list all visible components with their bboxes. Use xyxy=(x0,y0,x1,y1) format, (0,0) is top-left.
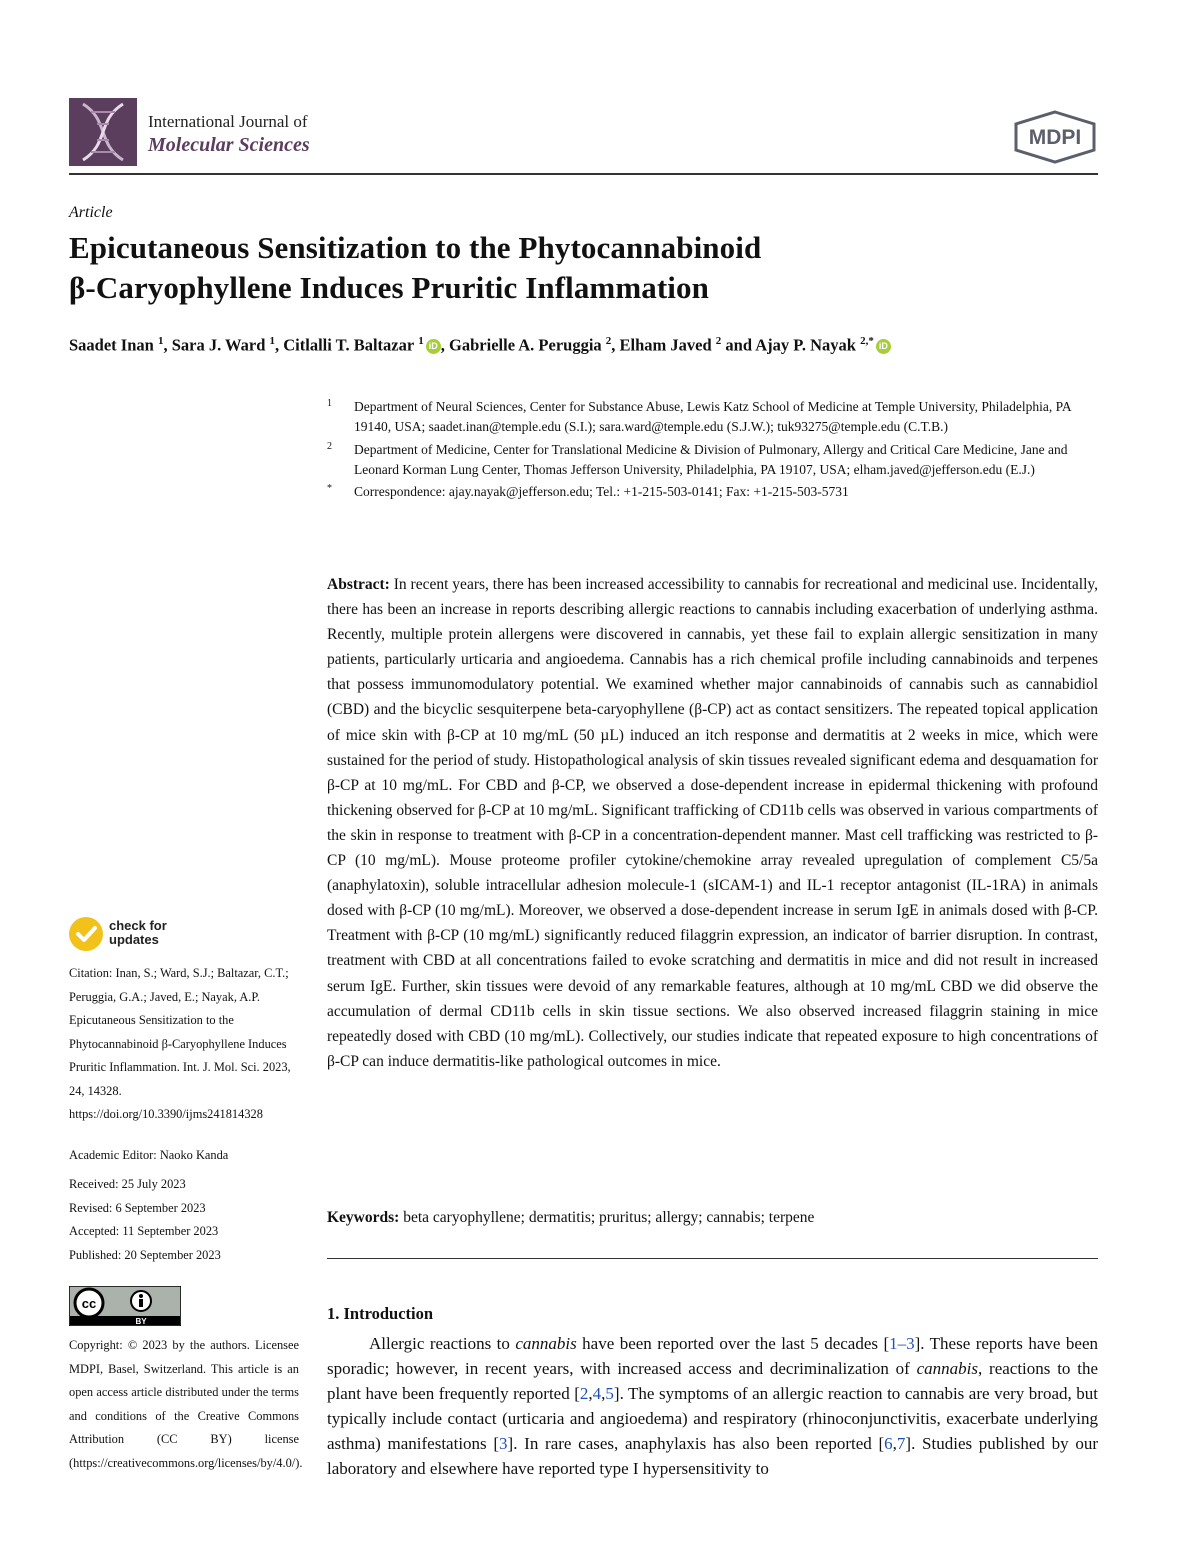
reference-link[interactable]: 2 xyxy=(579,1384,589,1403)
title-line-1: Epicutaneous Sensitization to the Phytocannabinoid xyxy=(69,230,762,265)
section-divider xyxy=(327,1258,1098,1259)
publication-dates xyxy=(69,1173,221,1267)
dna-helix-icon xyxy=(69,98,137,166)
publisher-name: MDPI xyxy=(1028,126,1082,149)
italic-term: cannabis xyxy=(916,1359,978,1378)
text-run: ]. The symptoms of an allergic reaction to cannabis are very broad, but typically include contact (urticaria and angioedema) and respiratory (rhinoconjunctivitis, exacerbate underlying asthma) manifestations [ xyxy=(327,1384,1098,1453)
keywords xyxy=(327,1206,1098,1230)
text-run: ]. These reports have been sporadic; however, in recent years, with increased access and decriminalization of xyxy=(327,1334,1099,1378)
date-revised: Revised: 6 September 2023 xyxy=(69,1200,206,1215)
cc-icon: cc xyxy=(81,1296,97,1311)
author-separator: , xyxy=(163,335,172,355)
citation-sidebar xyxy=(69,962,299,1167)
author-separator: , xyxy=(440,335,450,355)
affiliation-item xyxy=(327,440,1102,481)
article-type: Article xyxy=(69,204,113,221)
author-affil-number: 2 xyxy=(715,335,722,347)
author-list xyxy=(69,330,891,357)
affiliations xyxy=(327,397,1102,504)
keywords-text: beta caryophyllene; dermatitis; pruritus; allergy; cannabis; terpene xyxy=(403,1209,815,1226)
header-divider xyxy=(69,173,1098,175)
author-separator: , xyxy=(275,335,284,355)
italic-term: cannabis xyxy=(515,1334,577,1353)
text-run: ]. In rare cases, anaphylaxis has also been reported [ xyxy=(507,1434,885,1453)
check-line-1: check for xyxy=(109,918,167,933)
affiliation-item xyxy=(327,397,1102,438)
mdpi-logo xyxy=(1012,110,1098,164)
date-accepted: Accepted: 11 September 2023 xyxy=(69,1224,219,1238)
affiliation-text: Correspondence: ajay.nayak@jefferson.edu; Tel.: +1-215-503-0141; Fax: +1-215-503-5731 xyxy=(354,484,849,500)
citation: Citation: Inan, S.; Ward, S.J.; Baltazar, C.T.; Peruggia, G.A.; Javed, E.; Nayak, A.P. Epicutaneous Sensitization to the Phytocannabinoid β-Caryophyllene Induces Pruritic Inflammation. Int. J. Mol. Sci. 2023, 24, 14328. https://doi.org/10.3390/ijms241814328 xyxy=(69,966,291,1121)
date-received: Received: 25 July 2023 xyxy=(69,1177,186,1191)
affiliation-number: 2 xyxy=(327,440,332,452)
introduction-text xyxy=(327,1331,1098,1481)
journal-logo xyxy=(69,98,137,166)
author-name: Elham Javed xyxy=(619,335,712,355)
author-name: Saadet Inan xyxy=(69,335,154,355)
cc-by-license-badge[interactable] xyxy=(69,1286,181,1326)
date-published: Published: 20 September 2023 xyxy=(69,1247,221,1262)
keywords-label: Keywords: xyxy=(327,1209,400,1226)
author-name: Sara J. Ward xyxy=(171,335,266,355)
text-run: ]. Studies published by our laboratory and elsewhere have reported type I hypersensitivity to xyxy=(327,1434,1098,1478)
paragraph xyxy=(327,1331,1098,1481)
text-run: , reactions to the plant have been frequently reported [ xyxy=(327,1359,1098,1403)
affiliation-text: Department of Neural Sciences, Center for Substance Abuse, Lewis Katz School of Medicine at Temple University, Philadelphia, PA 19140, USA; saadet.inan@temple.edu (S.I.); sara.ward@temple.edu (S.J.W.); tuk93275@temple.edu (C.T.B.) xyxy=(354,399,1071,435)
author-separator: , xyxy=(611,335,620,355)
text-run: have been reported over the last 5 decades [ xyxy=(576,1334,890,1353)
orcid-icon[interactable]: iD xyxy=(876,339,891,354)
text-run: Allergic reactions to xyxy=(369,1334,516,1353)
reference-link[interactable]: 3 xyxy=(499,1434,508,1453)
journal-name xyxy=(148,112,310,158)
author-name: Citlalli T. Baltazar xyxy=(283,335,415,355)
abstract xyxy=(327,572,1098,1074)
author-affil-number: 2,* xyxy=(860,335,874,347)
affiliation-item xyxy=(327,482,1102,502)
section-heading: 1. Introduction xyxy=(327,1304,434,1323)
orcid-icon[interactable]: iD xyxy=(426,339,441,354)
affiliation-number: * xyxy=(327,483,332,495)
author-name: Ajay P. Nayak xyxy=(755,335,856,355)
academic-editor: Academic Editor: Naoko Kanda xyxy=(69,1147,229,1162)
text-run: , xyxy=(588,1384,593,1403)
check-line-2: updates xyxy=(109,932,159,947)
affiliation-text: Department of Medicine, Center for Translational Medicine & Division of Pulmonary, Allergy and Critical Care Medicine, Jane and Leonard Korman Lung Center, Thomas Jefferson University, Philadelphia, PA 19107, USA; elham.javed@jefferson.edu (E.J.) xyxy=(354,441,1068,477)
by-label: BY xyxy=(135,1317,147,1326)
author-separator: and xyxy=(721,335,756,355)
author-affil-number: 1 xyxy=(269,335,275,347)
reference-link[interactable]: 6 xyxy=(884,1434,893,1453)
journal-name-line1: International Journal of xyxy=(148,112,308,131)
abstract-label: Abstract: xyxy=(327,576,390,593)
article-title xyxy=(69,228,1099,308)
author-name: Gabrielle A. Peruggia xyxy=(449,335,602,355)
abstract-text: In recent years, there has been increased accessibility to cannabis for recreational and medicinal use. Incidentally, there has been an increase in reports describing allergic reactions to cannabis including exacerbation of underlying asthma. Recently, multiple protein allergens were discovered in cannabis, yet these fail to explain allergic sensitization in many patients, particularly urticaria and angioedema. Cannabis has a rich chemical profile including cannabinoids and terpenes that possess immunomodulatory potential. We examined whether major cannabinoids of cannabis such as cannabidiol (CBD) and the bicyclic sesquiterpene beta-caryophyllene (β-CP) act as contact sensitizers. The repeated topical application of mice skin with β-CP at 10 mg/mL (50 µL) induced an itch response and dermatitis at 2 weeks in mice, which were sustained for the period of study. Histopathological analysis of skin tissues revealed significant edema and desquamation for β-CP at 10 mg/mL. For CBD and β-CP, we observed a dose-dependent increase in epidermal thickening with profound thickening observed for β-CP at 10 mg/mL. Significant trafficking of CD11b cells was observed in various compartments of the skin in response to treatment with β-CP in a concentration-dependent manner. Mast cell trafficking was restricted to β-CP (10 mg/mL). Mouse proteome profiler cytokine/chemokine array revealed upregulation of complement C5/5a (anaphylatoxin), soluble intracellular adhesion molecule-1 (sICAM-1) and IL-1 receptor antagonist (IL-1RA) in animals dosed with β-CP (10 mg/mL). Moreover, we observed a dose-dependent increase in serum IgE in animals dosed with β-CP. Treatment with β-CP (10 mg/mL) significantly reduced filaggrin expression, an indicator of barrier disruption. In contrast, treatment with CBD at all concentrations failed to evoke scratching and dermatitis in mice and did not result in increased serum IgE. Further, skin tissues were devoid of any remarkable features, although at 10 mg/mL CBD we did observe the accumulation of dermal CD11b cells in skin tissue sections. We also observed increased filaggrin staining in mice repeatedly dosed with CBD (10 mg/mL). Collectively, our studies indicate that repeated exposure to high concentrations of β-CP can induce dermatitis-like pathological outcomes in mice. xyxy=(327,576,1098,1070)
reference-link[interactable]: 4 xyxy=(592,1384,602,1403)
title-line-2: β-Caryophyllene Induces Pruritic Inflammation xyxy=(69,270,709,305)
affiliation-number: 1 xyxy=(327,398,332,409)
reference-link[interactable]: 5 xyxy=(605,1384,614,1403)
journal-name-line2: Molecular Sciences xyxy=(148,134,310,156)
author-affil-number: 2 xyxy=(605,335,612,347)
copyright-notice: Copyright: © 2023 by the authors. Licensee MDPI, Basel, Switzerland. This article is an open access article distributed under the terms and conditions of the Creative Commons Attribution (CC BY) license (https://creativecommons.org/licenses/by/4.0/). xyxy=(69,1338,303,1470)
reference-link[interactable]: 7 xyxy=(896,1434,906,1453)
author-affil-number: 1 xyxy=(157,335,164,347)
reference-link[interactable]: 1–3 xyxy=(889,1334,915,1353)
author-affil-number: 1 xyxy=(418,335,424,347)
checkmark-icon xyxy=(69,917,103,951)
text-run: , xyxy=(892,1434,897,1453)
text-run: , xyxy=(601,1384,606,1403)
check-for-updates-label xyxy=(109,919,199,947)
